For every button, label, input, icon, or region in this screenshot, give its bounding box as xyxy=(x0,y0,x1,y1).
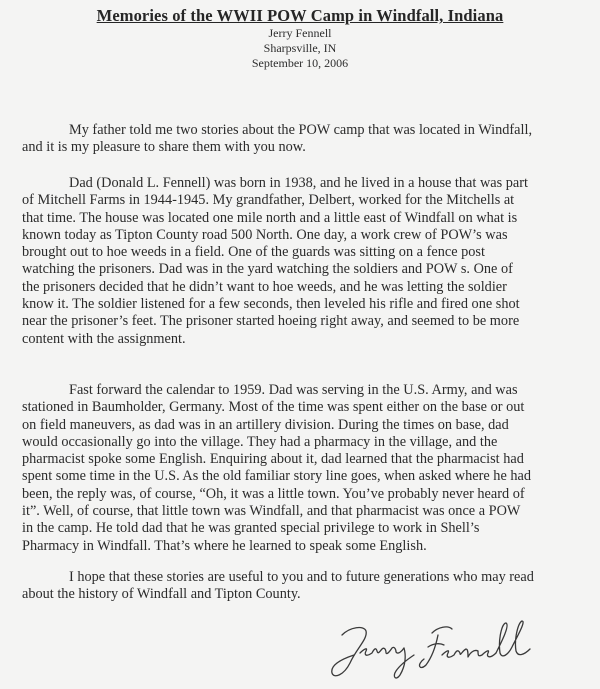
document-date: September 10, 2006 xyxy=(251,56,349,70)
paragraph-line: known today as Tipton County road 500 North. One day, a work crew of POW’s was xyxy=(22,226,508,243)
paragraph-line: My father told me two stories about the POW camp that was located in Windfall, xyxy=(69,122,533,138)
paragraph-line: would occasionally go into the village. They had a pharmacy in the village, and the xyxy=(22,433,498,450)
paragraph-line: pharmacist spoke some English. Enquiring about it, dad learned that the pharmacist had xyxy=(22,451,524,468)
paragraph-line: know it. The soldier listened for a few seconds, then leveled his rifle and fired one shot xyxy=(22,296,520,313)
paragraph-line: Fast forward the calendar to 1959. Dad was serving in the U.S. Army, and was xyxy=(69,382,518,398)
paragraph-line: stationed in Baumholder, Germany. Most of the time was spent either on the base or out xyxy=(22,399,525,416)
paragraph-story-one xyxy=(22,175,582,348)
paragraph-line: Pharmacy in Windfall. That’s where he learned to speak some English. xyxy=(22,537,427,554)
paragraph-closing xyxy=(22,569,582,604)
paragraph-line: content with the assignment. xyxy=(22,330,186,347)
paragraph-line: of Mitchell Farms in 1944-1945. My grandfather, Delbert, worked for the Mitchells at xyxy=(22,192,515,209)
paragraph-line: about the history of Windfall and Tipton County. xyxy=(22,586,301,603)
paragraph-line: it”. Well, of course, that little town was Windfall, and that pharmacist was once a POW xyxy=(22,503,521,520)
paragraph-line: that time. The house was located one mile north and a little east of Windfall on what is xyxy=(22,209,518,226)
paragraph-line: near the prisoner’s feet. The prisoner started hoeing right away, and seemed to be more xyxy=(22,313,520,330)
paragraph-line: and it is my pleasure to share them with you now. xyxy=(22,139,306,156)
paragraph-line: watching the prisoners. Dad was in the yard watching the soldiers and POW s. One of xyxy=(22,261,513,278)
author-location: Sharpsville, IN xyxy=(263,41,337,55)
paragraph-line: Dad (Donald L. Fennell) was born in 1938, and he lived in a house that was part xyxy=(69,175,528,191)
paragraph-line: in the camp. He told dad that he was granted special privilege to work in Shell’s xyxy=(22,520,480,537)
paragraph-story-two xyxy=(22,382,582,555)
signature-icon xyxy=(320,615,560,684)
handwritten-signature xyxy=(320,615,560,684)
paragraph-line: I hope that these stories are useful to you and to future generations who may read xyxy=(69,569,534,585)
paragraph-line: spent some time in the U.S. As the old familiar story line goes, when asked where he had xyxy=(22,468,532,485)
paragraph-line: brought out to hoe weeds in a field. One of the guards was sitting on a fence post xyxy=(22,244,485,261)
paragraph-line: been, the reply was, of course, “Oh, it was a little town. You’ve probably never heard of xyxy=(22,485,525,502)
author-name: Jerry Fennell xyxy=(268,26,332,40)
document-title: Memories of the WWII POW Camp in Windfall, Indiana xyxy=(96,6,504,25)
paragraph-line: the prisoners decided that he didn’t want to hoe weeds, and he was letting the soldier xyxy=(22,278,507,295)
paragraph-intro xyxy=(22,122,582,157)
paragraph-line: on field maneuvers, as dad was in an artillery division. During the times on base, dad xyxy=(22,416,509,433)
